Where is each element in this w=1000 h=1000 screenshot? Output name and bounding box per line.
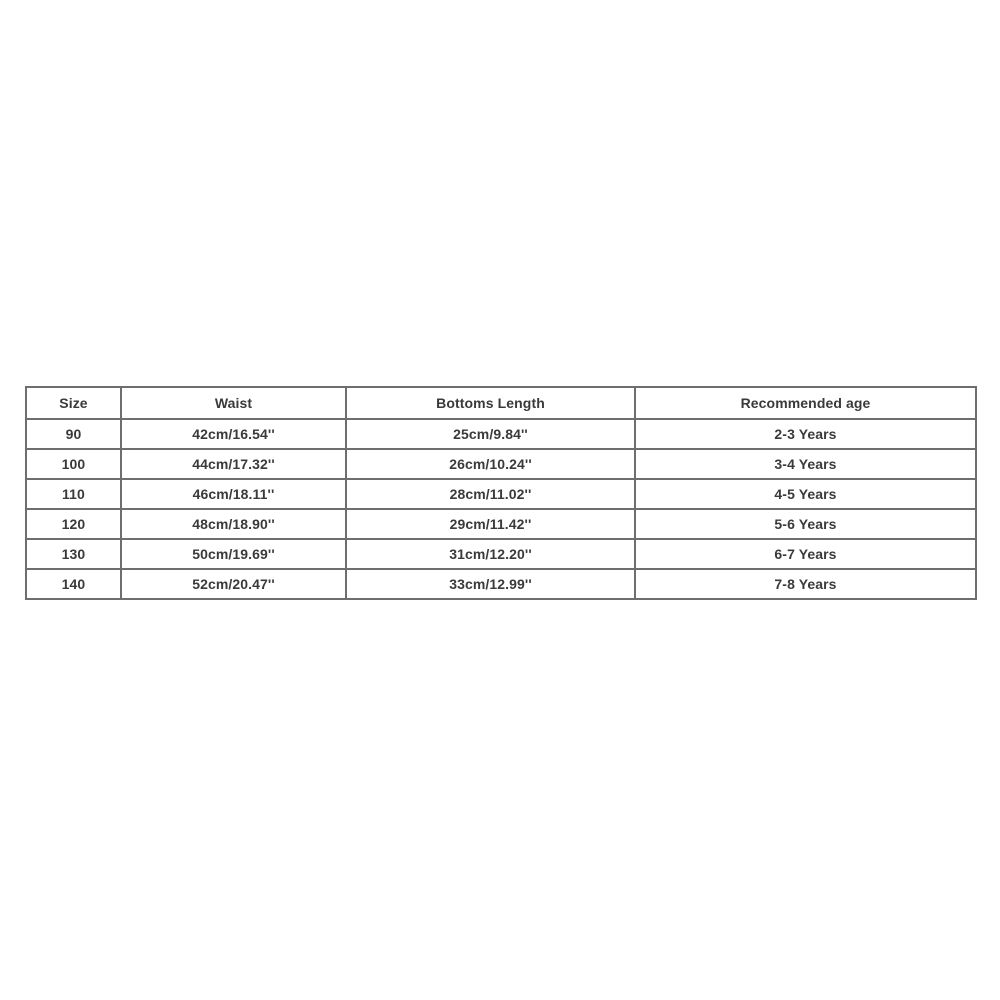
table-row	[26, 449, 976, 479]
cell-waist: 50cm/19.69''	[121, 539, 346, 569]
size-chart-table	[25, 386, 977, 600]
table-row	[26, 479, 976, 509]
header-recommended-age: Recommended age	[635, 387, 976, 419]
cell-bottoms-length: 25cm/9.84''	[346, 419, 635, 449]
cell-recommended-age: 5-6 Years	[635, 509, 976, 539]
cell-size: 100	[26, 449, 121, 479]
cell-recommended-age: 2-3 Years	[635, 419, 976, 449]
cell-size: 140	[26, 569, 121, 599]
table-row	[26, 569, 976, 599]
cell-bottoms-length: 28cm/11.02''	[346, 479, 635, 509]
header-size: Size	[26, 387, 121, 419]
cell-bottoms-length: 33cm/12.99''	[346, 569, 635, 599]
cell-waist: 44cm/17.32''	[121, 449, 346, 479]
cell-recommended-age: 4-5 Years	[635, 479, 976, 509]
cell-bottoms-length: 26cm/10.24''	[346, 449, 635, 479]
cell-size: 120	[26, 509, 121, 539]
cell-bottoms-length: 31cm/12.20''	[346, 539, 635, 569]
cell-size: 90	[26, 419, 121, 449]
cell-recommended-age: 7-8 Years	[635, 569, 976, 599]
table-header-row	[26, 387, 976, 419]
cell-recommended-age: 6-7 Years	[635, 539, 976, 569]
table-row	[26, 509, 976, 539]
header-waist: Waist	[121, 387, 346, 419]
cell-waist: 46cm/18.11''	[121, 479, 346, 509]
cell-waist: 52cm/20.47''	[121, 569, 346, 599]
header-bottoms-length: Bottoms Length	[346, 387, 635, 419]
cell-waist: 42cm/16.54''	[121, 419, 346, 449]
cell-size: 130	[26, 539, 121, 569]
cell-recommended-age: 3-4 Years	[635, 449, 976, 479]
cell-size: 110	[26, 479, 121, 509]
cell-waist: 48cm/18.90''	[121, 509, 346, 539]
cell-bottoms-length: 29cm/11.42''	[346, 509, 635, 539]
table-row	[26, 539, 976, 569]
table-row	[26, 419, 976, 449]
